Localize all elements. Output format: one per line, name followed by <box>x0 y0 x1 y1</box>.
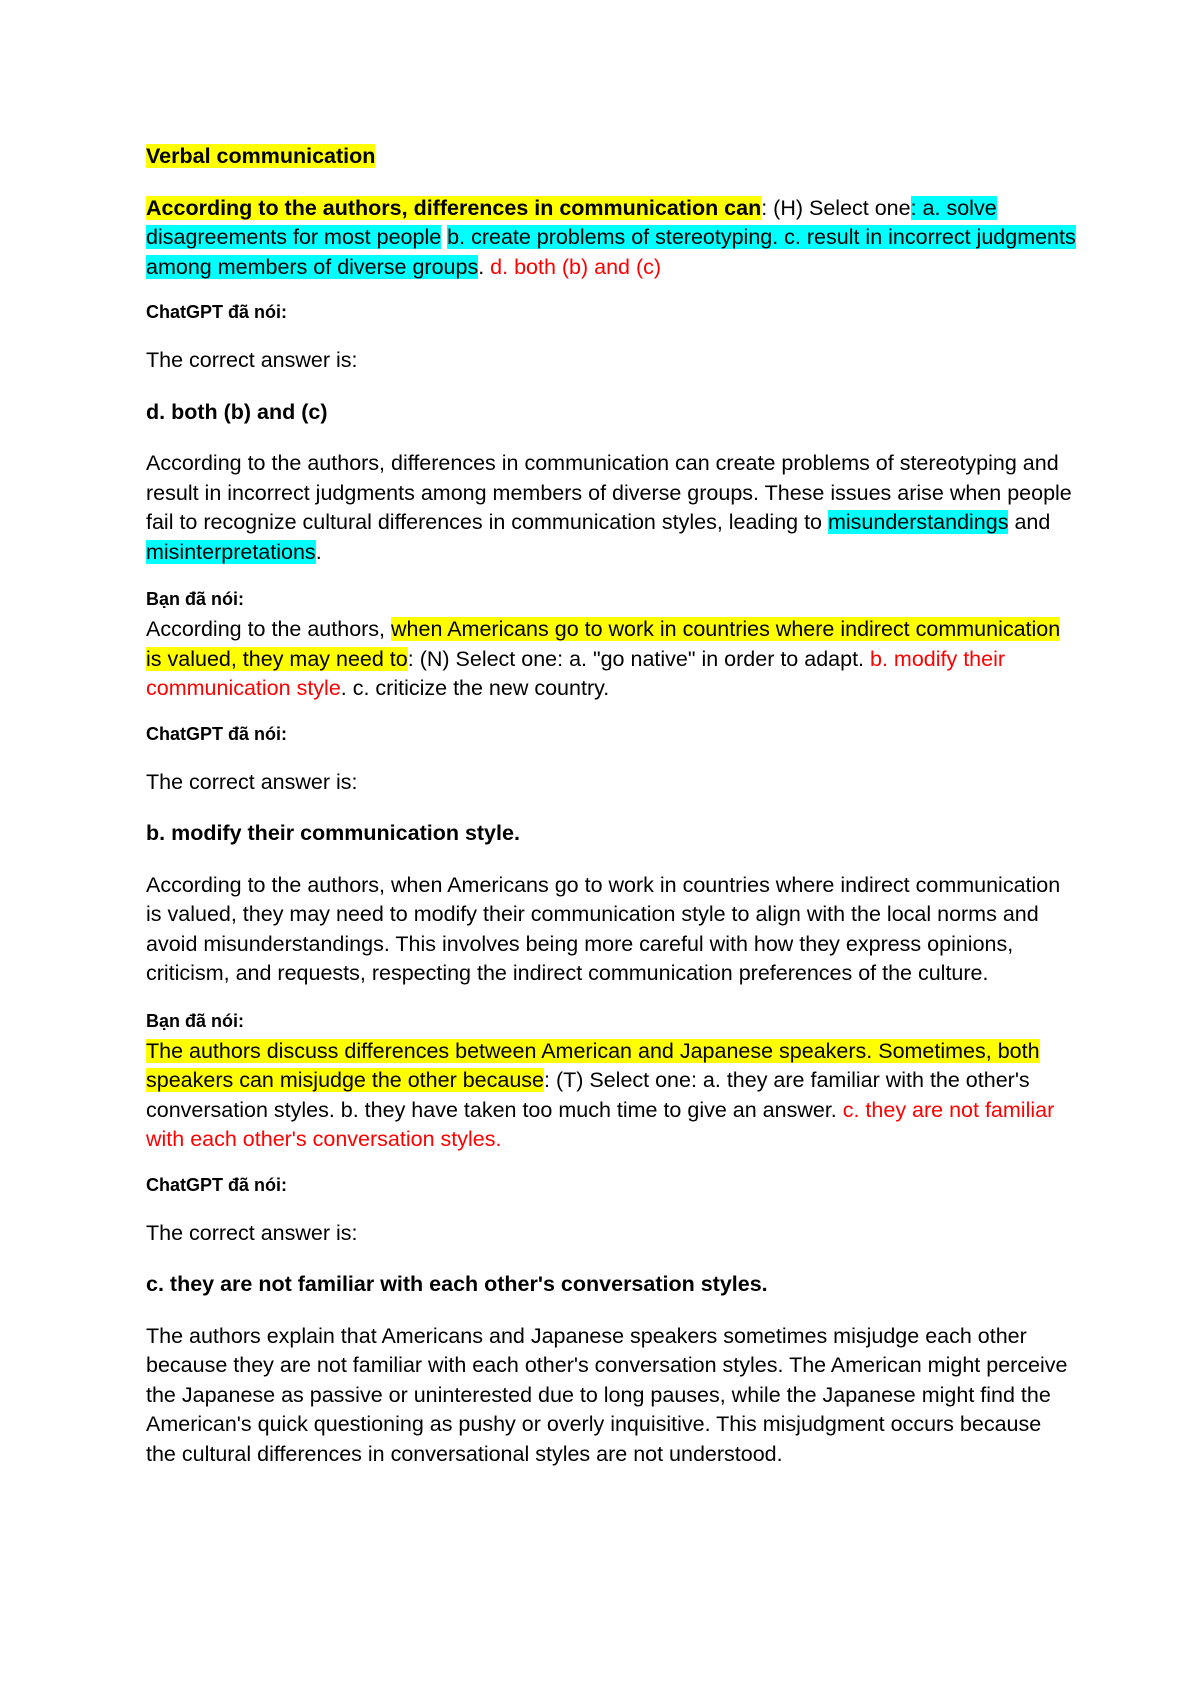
response-explanation: According to the authors, differences in communication can create problems of stereotyping and result in incorrect judgments among members of diverse groups. These issues arise when people fail to recognize cultural differences in communication styles, leading to misunderstandings and misinterpretations. <box>146 451 1072 564</box>
speaker-label: ChatGPT đã nói: <box>146 302 287 322</box>
question-3-answer-option: c. they are not familiar with each other's conversation styles. <box>146 1097 1055 1151</box>
user-label: Bạn đã nói: <box>146 1010 244 1031</box>
document-body <box>146 142 1076 1489</box>
correct-answer: d. both (b) and (c) <box>146 399 328 424</box>
question-3: The authors discuss differences between American and Japanese speakers. Sometimes, both speakers can misjudge the other because: (T) Select one: a. they are familiar with the other's conversation styles. b. they have taken too much time to give an answer. c. they are not familiar with each other's conversation styles. <box>146 1038 1055 1151</box>
question-1-answer-option: d. both (b) and (c) <box>490 254 662 279</box>
question-1-option-a: : a. solve disagreements for most people <box>146 195 997 249</box>
question-1-stem: According to the authors, differences in communication can <box>146 195 762 220</box>
correct-answer: b. modify their communication style. <box>146 821 520 845</box>
document-title: Verbal communication <box>146 144 376 168</box>
question-1-options-bc: b. create problems of stereotyping. c. result in incorrect judgments among members of diverse groups <box>146 225 1076 279</box>
response-explanation: According to the authors, when Americans go to work in countries where indirect communication is valued, they may need to modify their communication style to align with the local norms and avoid misunderstandings. This involves being more careful with how they express opinions, criticism, and requests, respecting the indirect communication preferences of the culture. <box>146 872 1061 985</box>
response-intro: The correct answer is: <box>146 348 358 372</box>
correct-answer: c. they are not familiar with each other's conversation styles. <box>146 1272 768 1296</box>
response-explanation: The authors explain that Americans and Japanese speakers sometimes misjudge each other because they are not familiar with each other's conversation styles. The American might perceive the Japanese as passive or uninterested due to long pauses, while the Japanese might find the American's quick questioning as pushy or overly inquisitive. This misjudgment occurs because the cultural differences in conversational styles are not understood. <box>146 1323 1068 1466</box>
user-label: Bạn đã nói: <box>146 589 244 609</box>
question-2-answer-option: b. modify their communication style <box>146 646 1006 700</box>
response-intro: The correct answer is: <box>146 1220 358 1245</box>
speaker-label: ChatGPT đã nói: <box>146 723 287 744</box>
question-2-stem: when Americans go to work in countries where indirect communication is valued, they may need to <box>146 617 1061 671</box>
question-2: According to the authors, when Americans go to work in countries where indirect communication is valued, they may need to: (N) Select one: a. "go native" in order to adapt. b. modify their communication style. c. criticize the new country. <box>146 617 1061 700</box>
response-intro: The correct answer is: <box>146 769 358 794</box>
speaker-label: ChatGPT đã nói: <box>146 1174 287 1195</box>
question-1: According to the authors, differences in communication can: (H) Select one: a. solve disagreements for most people b. create problems of stereotyping. c. result in incorrect judgments among members of diverse groups. d. both (b) and (c) <box>146 195 1076 279</box>
question-3-stem: The authors discuss differences between American and Japanese speakers. Sometimes, both speakers can misjudge the other because <box>146 1038 1040 1092</box>
